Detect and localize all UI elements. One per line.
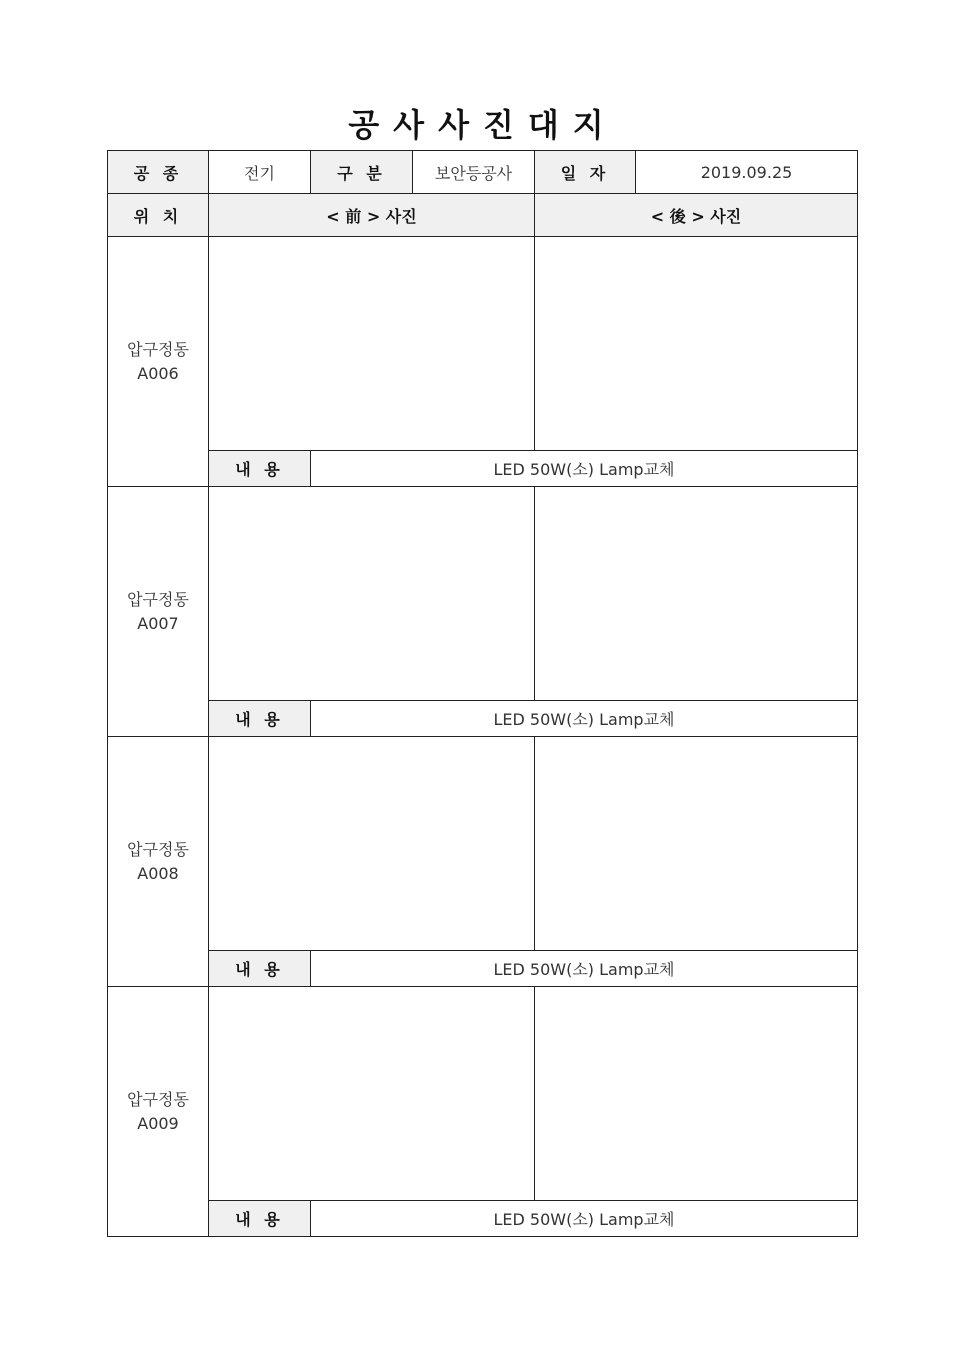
before-photo-area [209, 987, 535, 1201]
trade-label: 공 종 [108, 151, 209, 194]
after-photo-column-label: < 後 > 사진 [535, 194, 858, 237]
content-label: 내 용 [209, 701, 311, 737]
before-photo-area [209, 487, 535, 701]
content-label: 내 용 [209, 1201, 311, 1237]
location-code: A008 [137, 863, 179, 883]
location-code: A006 [137, 363, 179, 383]
entry-location [108, 737, 209, 987]
before-photo-column-label: < 前 > 사진 [209, 194, 535, 237]
location-name: 압구정동 [127, 839, 189, 859]
entry-content-row [108, 451, 858, 487]
date-label: 일 자 [535, 151, 636, 194]
entry-photo-row [108, 737, 858, 951]
content-text: LED 50W(소) Lamp교체 [311, 951, 858, 987]
entry-location [108, 487, 209, 737]
entry-content-row [108, 701, 858, 737]
location-code: A007 [137, 613, 179, 633]
page-title: 공사사진대지 [348, 106, 618, 144]
entry-content-row [108, 1201, 858, 1237]
after-photo-area [535, 487, 858, 701]
location-name: 압구정동 [127, 339, 189, 359]
entry-content-row [108, 951, 858, 987]
content-text: LED 50W(소) Lamp교체 [311, 451, 858, 487]
category-label: 구 분 [311, 151, 413, 194]
date-value: 2019.09.25 [636, 151, 858, 194]
trade-value: 전기 [209, 151, 311, 194]
content-text: LED 50W(소) Lamp교체 [311, 1201, 858, 1237]
photo-sheet-table [107, 150, 858, 1237]
before-photo-area [209, 737, 535, 951]
entry-photo-row [108, 237, 858, 451]
after-photo-area [535, 237, 858, 451]
location-column-label: 위 치 [108, 194, 209, 237]
after-photo-area [535, 737, 858, 951]
entry-photo-row [108, 987, 858, 1201]
after-photo-area [535, 987, 858, 1201]
location-code: A009 [137, 1113, 179, 1133]
category-value: 보안등공사 [413, 151, 535, 194]
content-label: 내 용 [209, 951, 311, 987]
before-photo-area [209, 237, 535, 451]
content-label: 내 용 [209, 451, 311, 487]
header-row [108, 151, 858, 194]
column-header-row [108, 194, 858, 237]
entry-photo-row [108, 487, 858, 701]
entry-location [108, 987, 209, 1237]
location-name: 압구정동 [127, 1089, 189, 1109]
content-text: LED 50W(소) Lamp교체 [311, 701, 858, 737]
location-name: 압구정동 [127, 589, 189, 609]
entry-location [108, 237, 209, 487]
